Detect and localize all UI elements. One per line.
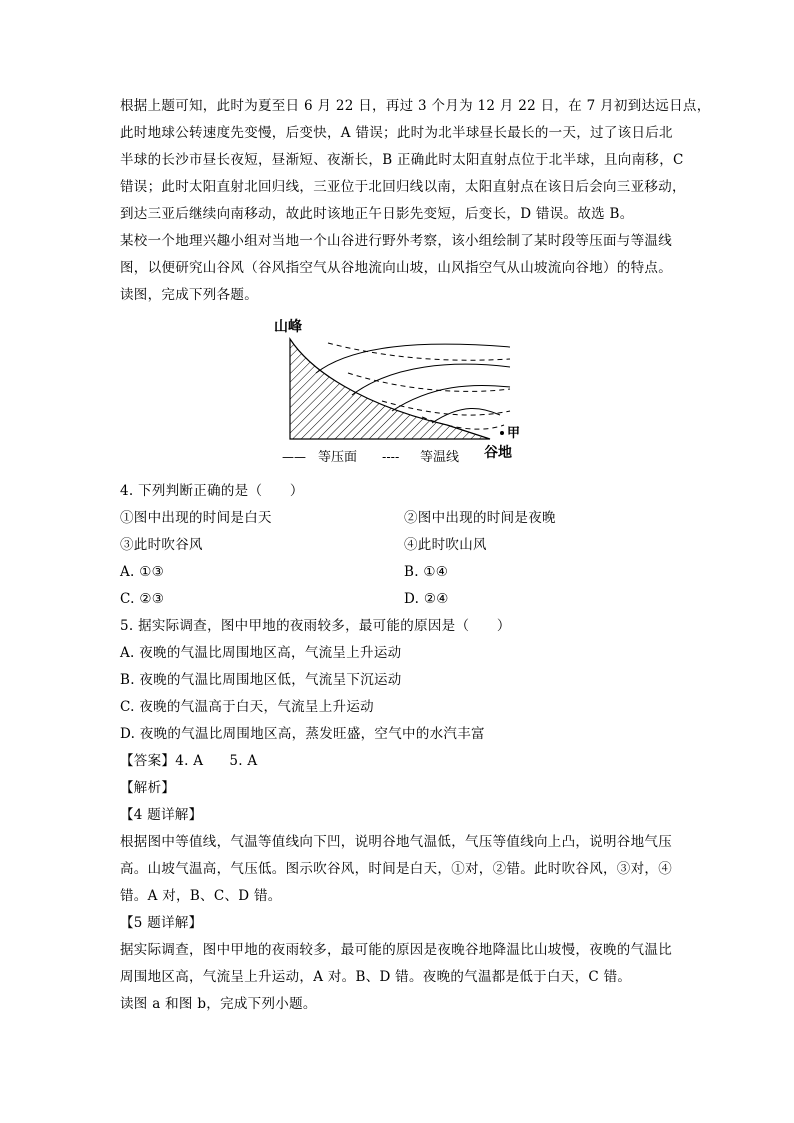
text-line: 读图，完成下列各题。: [120, 287, 258, 303]
valley-label: 谷地: [484, 445, 512, 461]
question-5-stem: 5. 据实际调查，图中甲地的夜雨较多，最可能的原因是（ ）: [120, 618, 511, 634]
q4-detail-title: 【4 题详解】: [120, 807, 203, 823]
peak-label: 山峰: [274, 319, 302, 335]
text-line: 错。A 对，B、C、D 错。: [120, 888, 282, 904]
legend-solid-label: 等压面: [318, 450, 358, 465]
isobar-line: [432, 408, 500, 423]
answer-q5: 5. A: [229, 753, 258, 769]
valley-wind-figure: [272, 315, 532, 465]
legend-dashed-label: 等温线: [420, 450, 460, 465]
text-line: 根据上题可知，此时为夏至日 6 月 22 日，再过 3 个月为 12 月 22 日，在 7 月初到达远日点，: [120, 98, 711, 114]
q4-statement-3: ③此时吹谷风: [120, 537, 203, 553]
text-line: 某校一个地理兴趣小组对当地一个山谷进行野外考察，该小组绘制了某时段等压面与等温线: [120, 233, 672, 249]
legend-dashed-line: ----: [382, 450, 400, 464]
q4-statement-4: ④此时吹山风: [404, 537, 487, 553]
legend-solid-line: ——: [282, 450, 306, 464]
answer-label: 【答案】: [120, 753, 176, 769]
q4-option-d: D. ②④: [404, 591, 449, 607]
text-line: 半球的长沙市昼长夜短，昼渐短、夜渐长，B 正确此时太阳直射点位于北半球，且向南移，C: [120, 152, 684, 168]
answer-line: [120, 752, 690, 770]
isobar-line: [392, 385, 510, 411]
q4-option-b: B. ①④: [404, 564, 449, 580]
text-line: 此时地球公转速度先变慢，后变快，A 错误；此时为北半球昼长最长的一天，过了该日后北: [120, 125, 673, 141]
point-jia-label: 甲: [507, 426, 521, 441]
point-jia-marker: [500, 431, 504, 435]
text-line: 高。山坡气温高，气压低。图示吹谷风，时间是白天，①对，②错。此时吹谷风，③对，④: [120, 861, 672, 877]
text-line: 据实际调查，图中甲地的夜雨较多，最可能的原因是夜晚谷地降温比山坡慢，夜晚的气温比: [120, 942, 672, 958]
answer-q4: 4. A: [175, 753, 204, 769]
q4-statement-2: ②图中出现的时间是夜晚: [404, 510, 556, 526]
analysis-label: 【解析】: [120, 780, 176, 796]
text-line: 图，以便研究山谷风（谷风指空气从谷地流向山坡，山风指空气从山坡流向谷地）的特点。: [120, 260, 672, 276]
text-line: 周围地区高，气流呈上升运动，A 对。B、D 错。夜晚的气温都是低于白天，C 错。: [120, 969, 632, 985]
q4-statement-1: ①图中出现的时间是白天: [120, 510, 272, 526]
text-line: 到达三亚后继续向南移动，故此时该地正午日影先变短，后变长，D 错误。故选 B。: [120, 206, 634, 222]
q4-option-a: A. ①③: [120, 564, 165, 580]
q5-option-c: C. 夜晚的气温高于白天，气流呈上升运动: [120, 699, 374, 715]
text-line: 根据图中等值线，气温等值线向下凹，说明谷地气温低，气压等值线向上凸，说明谷地气压: [120, 834, 672, 850]
q4-option-c: C. ②③: [120, 591, 165, 607]
isobar-line: [352, 364, 510, 395]
q5-option-d: D. 夜晚的气温比周围地区高，蒸发旺盛，空气中的水汽丰富: [120, 726, 485, 742]
next-instruction: 读图 a 和图 b，完成下列小题。: [120, 996, 317, 1012]
q5-detail-title: 【5 题详解】: [120, 915, 203, 931]
q5-option-b: B. 夜晚的气温比周围地区低，气流呈下沉运动: [120, 672, 402, 688]
text-line: 错误；此时太阳直射北回归线，三亚位于北回归线以南，太阳直射点在该日后会向三亚移动，: [120, 179, 686, 195]
q5-option-a: A. 夜晚的气温比周围地区高，气流呈上升运动: [120, 645, 402, 661]
question-4-stem: 4. 下列判断正确的是（ ）: [120, 483, 304, 499]
mountain-slope: [290, 339, 490, 439]
